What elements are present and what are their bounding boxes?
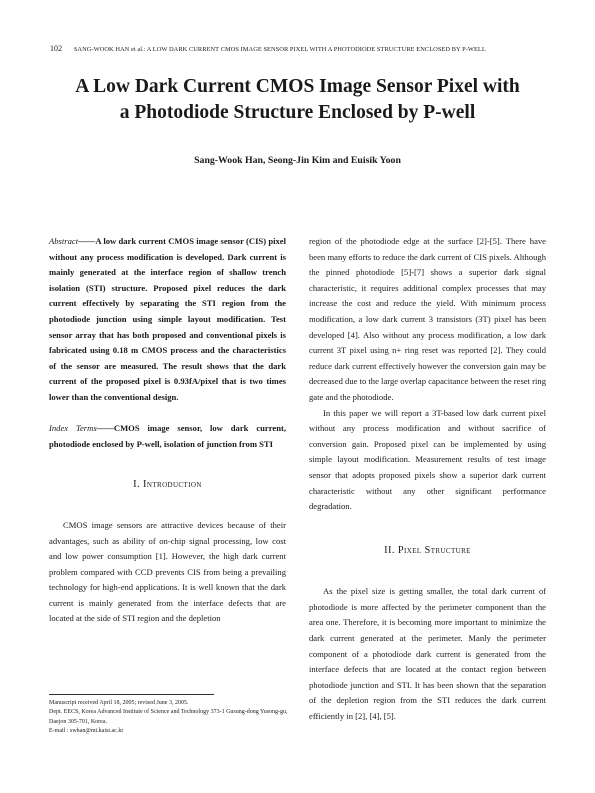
footnote-affiliation: Dept. EECS, Korea Advanced Institute of Science and Technology 373-1 Gusung-dong Yusong-gu, Daejon 305-701, Korea. <box>49 709 288 725</box>
index-terms-dash: —— <box>96 423 114 434</box>
section-heading-pixel-structure: II. Pixel Structure <box>384 544 471 556</box>
pixel-paragraph-1: As the pixel size is getting smaller, the total dark current of photodiode is more affected by the perimeter component than the area one. Therefore, it is becoming more important to minimize the dark current generated at the perimeter. Manly the perimeter component of a photodiode dark current is generated from the interface defects that are located at the contact region between photodiode junction and STI. It has been shown that the separation of the depletion region from the STI reduces the dark current efficiently in [2], [4], [5]. <box>309 586 546 722</box>
abstract-text: A low dark current CMOS image sensor (CIS) pixel without any process modification is developed. Dark current is mainly generated at the interface region of shallow trench isolation (STI) structure. Proposed pixel reduces the dark current effectively by separating the STI region from the photodiode junction using simple layout modification. Test sensor array that has both proposed and conventional pixels is fabricated using 0.18 m CMOS process and the characteristics of the sensor are measured. The result shows that the dark current of the proposed pixel is 0.93fA/pixel that is two times lower than the conventional design. <box>49 236 286 402</box>
intro-paragraph-2: In this paper we will report a 3T-based low dark current pixel without any process modification and without sacrifice of conversion gain. Proposed pixel can be implemented by using simple layout modification. Measurement results of test image sensor that adopts proposed pixels show a superior dark current characteristic without any other significant performance degradation. <box>309 407 546 512</box>
index-terms-label: Index Terms <box>49 423 97 434</box>
index-terms-text: CMOS image sensor, low dark current, photodiode enclosed by P-well, isolation of junction from STI <box>49 423 286 449</box>
running-header <box>50 44 550 53</box>
section-heading-introduction: I. Introduction <box>133 479 202 491</box>
index-terms <box>49 421 286 452</box>
footnote-manuscript-dates: Manuscript received April 18, 2005; revised June 3, 2005. <box>49 700 189 706</box>
paper-title <box>40 74 555 126</box>
footnote <box>49 699 289 737</box>
abstract <box>49 234 286 406</box>
intro-paragraph-1: CMOS image sensors are attractive devices because of their advantages, such as ability of on-chip signal processing, low cost and low power consumption [1]. However, the high dark current problem compared with CCD prevents CIS from being a prevailing technology for high-end applications. It is well known that the dark current is mainly generated from the interface defects that are located at the side of STI region and the depletion <box>49 519 286 624</box>
abstract-dash: —— <box>78 236 96 246</box>
title-line-2: a Photodiode Structure Enclosed by P-well <box>119 102 476 123</box>
footnote-divider <box>49 694 214 695</box>
right-column <box>309 234 546 725</box>
left-column <box>49 234 286 627</box>
intro-paragraph-1-continued: region of the photodiode edge at the surface [2]-[5]. There have been many efforts to reduce the dark current of CIS pixels. Although the pinned photodiode [5]-[7] shows a superior dark signal characteristic, it requires additional complex processes that may increase the cost and reduce the yield. With minimum process modification, a low dark current 3 transistors (3T) pixel has been developed [4]. Also without any process modification, a low dark current 3T pixel using n+ ring reset was reported [2]. They could reduce dark current effectively however the conversion gain may be decreased due to the large overlap capacitance between the reset ring gate and the photodiode. <box>309 236 546 402</box>
footnote-email: E-mail : swhan@mt.kaist.ac.kr <box>49 728 124 735</box>
page-number: 102 <box>50 44 63 53</box>
abstract-label: Abstract <box>49 236 79 246</box>
author-list: Sang-Wook Han, Seong-Jin Kim and Euisik Yoon <box>194 155 401 166</box>
title-line-1: A Low Dark Current CMOS Image Sensor Pixel with <box>75 76 520 97</box>
running-title: SANG-WOOK HAN et al.: A LOW DARK CURRENT CMOS IMAGE SENSOR PIXEL WITH A PHOTODIODE STRUCTURE ENCLOSED BY P-WELL <box>73 46 486 53</box>
